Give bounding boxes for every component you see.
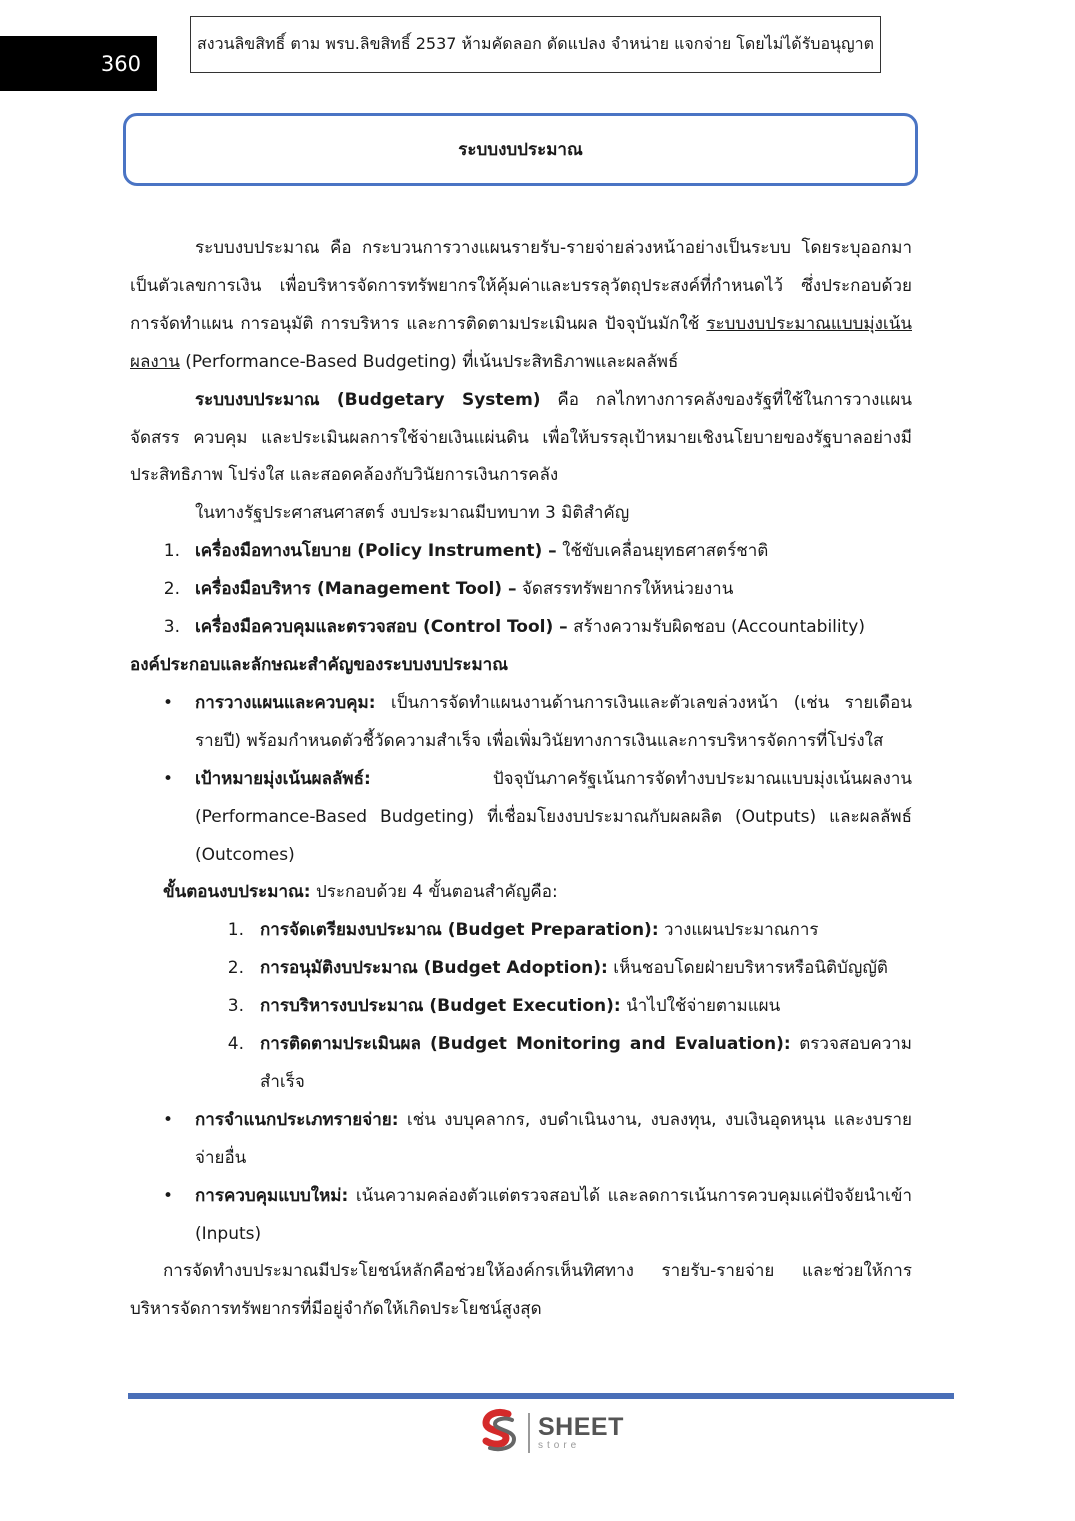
intro-paragraph [130,230,912,382]
role-text: ใช้ขับเคลื่อนยุทธศาสตร์ชาติ [556,541,769,562]
step-title: การติดตามประเมินผล (Budget Monitoring and Evaluation): [260,1034,791,1055]
bullet-text: ปัจจุบันภาครัฐเน้นการจัดทำงบประมาณแบบมุ่งเน้นผลงาน (Performance-Based Budgeting) ที่เชื่อมโยงงบประมาณกับผลผลิต (Outputs) และผลลัพธ์ (Outcomes) [195,768,912,865]
role-title: เครื่องมือทางนโยบาย (Policy Instrument) – [195,541,557,562]
step-text: นำไปใช้จ่ายตามแผน [620,996,781,1017]
logo-sheet-text: SHEET [538,1413,624,1441]
role-number: 2. [163,579,180,600]
step-number: 4. [227,1034,244,1055]
role-title: เครื่องมือควบคุมและตรวจสอบ (Control Tool) – [195,617,568,638]
page-title: ระบบงบประมาณ [458,140,583,160]
bullet-dot: • [163,692,174,713]
role-text: สร้างความรับผิดชอบ (Accountability) [567,617,865,638]
step-item [130,950,912,988]
steps-heading-title: ขั้นตอนงบประมาณ: [163,882,311,903]
step-text: ตรวจสอบความสำเร็จ [260,1034,912,1092]
bullet-dot: • [163,768,174,789]
closing-paragraph: การจัดทำงบประมาณมีประโยชน์หลักคือช่วยให้องค์กรเห็นทิศทาง รายรับ-รายจ่าย และช่วยให้การบริหารจัดการทรัพยากรที่มีอยู่จำกัดให้เกิดประโยชน์สูงสุด [130,1261,912,1320]
document-body [130,230,912,1329]
intro-text-end: (Performance-Based Budgeting) ที่เน้นประสิทธิภาพและผลลัพธ์ [179,351,679,372]
budgetary-system-text: คือ กลไกทางการคลังของรัฐที่ใช้ในการวางแผนจัดสรร ควบคุม และประเมินผลการใช้จ่ายเงินแผ่นดิน เพื่อให้บรรลุเป้าหมายเชิงนโยบายของรัฐบาลอย่างมีประสิทธิภาพ โปร่งใส และสอดคล้องกับวินัยการเงินการคลัง [130,389,912,486]
step-item [130,1026,912,1102]
footer-divider [128,1393,954,1399]
budgetary-system-term: ระบบงบประมาณ (Budgetary System) [195,389,541,410]
steps-heading [130,874,912,912]
bullet-title: การวางแผนและควบคุม: [195,692,376,713]
budgetary-system-paragraph [130,382,912,496]
role-text: จัดสรรทรัพยากรให้หน่วยงาน [516,579,734,600]
step-number: 1. [227,920,244,941]
step-item [130,912,912,950]
section-heading: องค์ประกอบและลักษณะสำคัญของระบบงบประมาณ [130,654,508,675]
page-number: 360 [0,36,157,91]
bullet-text: เป็นการจัดทำแผนงานด้านการเงินและตัวเลขล่วงหน้า (เช่น รายเดือน รายปี) พร้อมกำหนดตัวชี้วัดความสำเร็จ เพื่อเพิ่มวินัยทางการเงินและการบริหารจัดการที่โปร่งใส [195,692,912,751]
performance-budgeting-term: ระบบงบประมาณแบบมุ่งเน้นผลงาน [130,313,912,372]
step-title: การบริหารงบประมาณ (Budget Execution): [260,996,621,1017]
sheet-store-s-icon [478,1408,522,1458]
logo-wordmark [528,1413,624,1453]
bullet-text: เน้นความคล่องตัวแต่ตรวจสอบได้ และลดการเน้นการควบคุมแค่ปัจจัยนำเข้า (Inputs) [195,1185,912,1244]
bullet-item [130,1178,912,1254]
step-title: การจัดเตรียมงบประมาณ (Budget Preparation): [260,920,659,941]
bullet-dot: • [163,1109,174,1130]
steps-heading-text: ประกอบด้วย 4 ขั้นตอนสำคัญคือ: [310,882,558,903]
role-number: 3. [163,617,180,638]
bullet-dot: • [163,1185,174,1206]
roles-intro: ในทางรัฐประศาสนศาสตร์ งบประมาณมีบทบาท 3 มิติสำคัญ [195,503,630,524]
step-number: 2. [227,958,244,979]
role-number: 1. [163,541,180,562]
step-title: การอนุมัติงบประมาณ (Budget Adoption): [260,958,608,979]
bullet-item [130,1102,912,1178]
role-title: เครื่องมือบริหาร (Management Tool) – [195,579,517,600]
bullet-item [130,685,912,761]
intro-text: ระบบงบประมาณ คือ กระบวนการวางแผนรายรับ-รายจ่ายล่วงหน้าอย่างเป็นระบบ โดยระบุออกมาเป็นตัวเลขการเงิน เพื่อบริหารจัดการทรัพยากรให้คุ้มค่าและบรรลุวัตถุประสงค์ที่กำหนดไว้ ซึ่งประกอบด้วยการจัดทำแผน การอนุมัติ การบริหาร และการติดตามประเมินผล ปัจจุบันมักใช้ [130,238,912,334]
step-text: เห็นชอบโดยฝ่ายบริหารหรือนิติบัญญัติ [607,958,888,979]
step-number: 3. [227,996,244,1017]
bullet-title: เป้าหมายมุ่งเน้นผลลัพธ์: [195,768,371,789]
step-text: วางแผนประมาณการ [658,920,819,941]
bullet-item [130,761,912,875]
role-item [130,571,912,609]
role-item [130,533,912,571]
bullet-text: เช่น งบบุคลากร, งบดำเนินงาน, งบลงทุน, งบเงินอุดหนุน และงบรายจ่ายอื่น [195,1109,912,1168]
logo-store-text: store [538,1440,581,1451]
copyright-notice: สงวนลิขสิทธิ์ ตาม พรบ.ลิขสิทธิ์ 2537 ห้ามคัดลอก ดัดแปลง จำหน่าย แจกจ่าย โดยไม่ได้รับอนุญาต [190,16,881,73]
role-item [130,609,912,647]
sheet-store-logo [478,1410,624,1456]
page-title-box [123,113,918,186]
step-item [130,988,912,1026]
bullet-title: การจำแนกประเภทรายจ่าย: [195,1109,399,1130]
bullet-title: การควบคุมแบบใหม่: [195,1185,349,1206]
